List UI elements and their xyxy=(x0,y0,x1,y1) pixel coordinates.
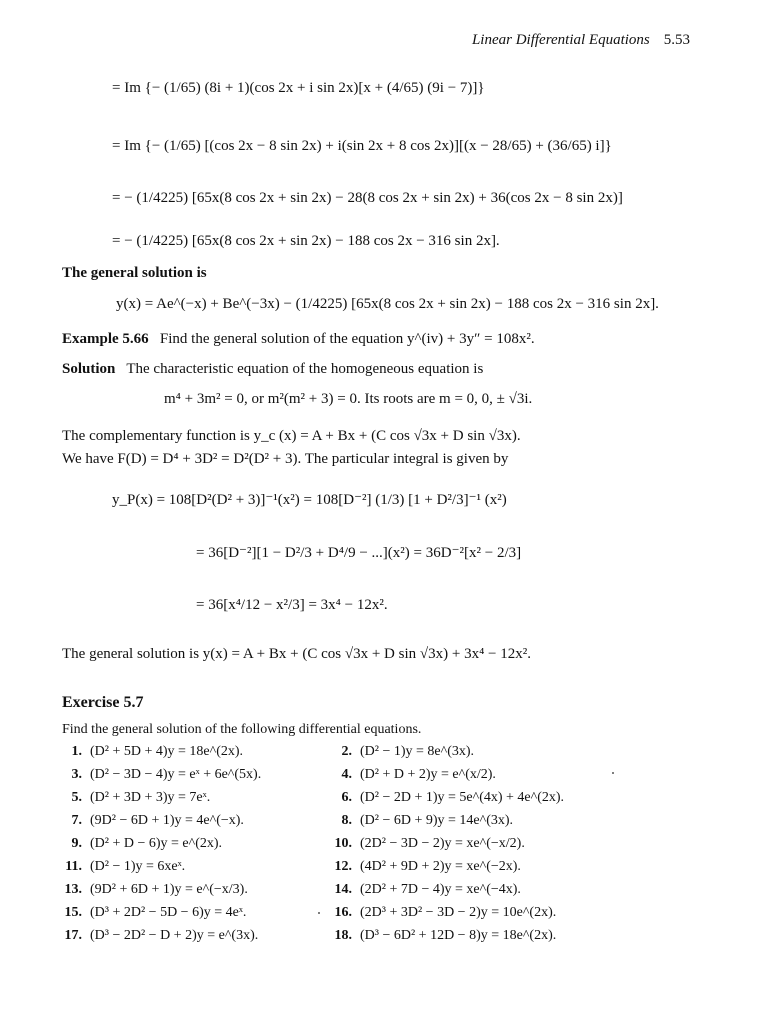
exercise-item: 7. (9D² − 6D + 1)y = 4e^(−x). xyxy=(71,813,244,828)
characteristic-equation: m⁴ + 3m² = 0, or m²(m² + 3) = 0. Its roots are m = 0, 0, ± √3i. xyxy=(164,391,533,407)
exercise-item: 11. (D² − 1)y = 6xeˣ. xyxy=(65,859,186,874)
example-label: Example 5.66 xyxy=(62,331,149,347)
final-general-solution: The general solution is y(x) = A + Bx + (C cos √3x + D sin √3x) + 3x⁴ − 12x². xyxy=(62,646,531,662)
derivation-line-3: = − (1/4225) [65x(8 cos 2x + sin 2x) − 28(8 cos 2x + sin 2x) + 36(cos 2x − 8 sin 2x)] xyxy=(112,190,623,206)
derivation-line-4: = − (1/4225) [65x(8 cos 2x + sin 2x) − 188 cos 2x − 316 sin 2x]. xyxy=(112,233,500,249)
particular-integral-line-3: = 36[x⁴/12 − x²/3] = 3x⁴ − 12x². xyxy=(196,597,388,613)
exercise-item: 5. (D² + 3D + 3)y = 7eˣ. xyxy=(71,790,211,805)
exercise-item: 9. (D² + D − 6)y = e^(2x). xyxy=(71,836,223,851)
running-header xyxy=(472,32,690,49)
particular-integral-line-2: = 36[D⁻²][1 − D²/3 + D⁴/9 − ...](x²) = 36D⁻²[x² − 2/3] xyxy=(196,545,522,561)
operator-factorization: We have F(D) = D⁴ + 3D² = D²(D² + 3). The particular integral is given by xyxy=(62,451,509,467)
exercise-item: 10. (2D² − 3D − 2)y = xe^(−x/2). xyxy=(334,836,525,851)
header-title: Linear Differential Equations xyxy=(471,32,650,48)
exercise-item: 8. (D² − 6D + 9)y = 14e^(3x). xyxy=(341,813,514,828)
exercise-item: 1. (D² + 5D + 4)y = 18e^(2x). xyxy=(71,744,244,759)
exercise-item: 14. (2D² + 7D − 4)y = xe^(−4x). xyxy=(334,882,521,897)
exercise-item: 6. (D² − 2D + 1)y = 5e^(4x) + 4e^(2x). xyxy=(341,790,565,805)
exercise-item: 2. (D² − 1)y = 8e^(3x). xyxy=(341,744,475,759)
solution-label: Solution xyxy=(62,361,116,377)
example-heading xyxy=(62,331,535,348)
scan-speck xyxy=(318,912,320,914)
complementary-function: The complementary function is y_c (x) = A + Bx + (C cos √3x + D sin √3x). xyxy=(62,428,521,444)
derivation-line-1: = Im {− (1/65) (8i + 1)(cos 2x + i sin 2x)[x + (4/65) (9i − 7)]} xyxy=(112,80,485,96)
exercise-intro: Find the general solution of the following differential equations. xyxy=(62,722,422,737)
derivation-line-2: = Im {− (1/65) [(cos 2x − 8 sin 2x) + i(sin 2x + 8 cos 2x)][(x − 28/65) + (36/65) i]} xyxy=(112,138,612,154)
exercise-item: 16. (2D³ + 3D² − 3D − 2)y = 10e^(2x). xyxy=(334,905,557,920)
exercise-item: 12. (4D² + 9D + 2)y = xe^(−2x). xyxy=(334,859,521,874)
solution-text: The characteristic equation of the homogeneous equation is xyxy=(126,361,484,377)
exercise-item: 15. (D³ + 2D² − 5D − 6)y = 4eˣ. xyxy=(64,905,247,920)
particular-integral-line-1: y_P(x) = 108[D²(D² + 3)]⁻¹(x²) = 108[D⁻²] (1/3) [1 + D²/3]⁻¹ (x²) xyxy=(112,492,507,508)
example-text: Find the general solution of the equation y^(iv) + 3y″ = 108x². xyxy=(159,331,535,347)
exercise-item: 13. (9D² + 6D + 1)y = e^(−x/3). xyxy=(64,882,248,897)
exercise-item: 17. (D³ − 2D² − D + 2)y = e^(3x). xyxy=(64,928,259,943)
exercise-item: 3. (D² − 3D − 4)y = eˣ + 6e^(5x). xyxy=(71,767,262,782)
solution-heading xyxy=(62,361,483,378)
exercise-item: 18. (D³ − 6D² + 12D − 8)y = 18e^(2x). xyxy=(334,928,557,943)
exercise-title: Exercise 5.7 xyxy=(62,694,144,711)
general-solution-equation: y(x) = Ae^(−x) + Be^(−3x) − (1/4225) [65x(8 cos 2x + sin 2x) − 188 cos 2x − 316 sin 2x]. xyxy=(116,296,659,312)
scan-speck xyxy=(612,772,614,774)
general-solution-label: The general solution is xyxy=(62,265,207,281)
page-number: 5.53 xyxy=(663,32,690,48)
exercise-item: 4. (D² + D + 2)y = e^(x/2). xyxy=(341,767,496,782)
